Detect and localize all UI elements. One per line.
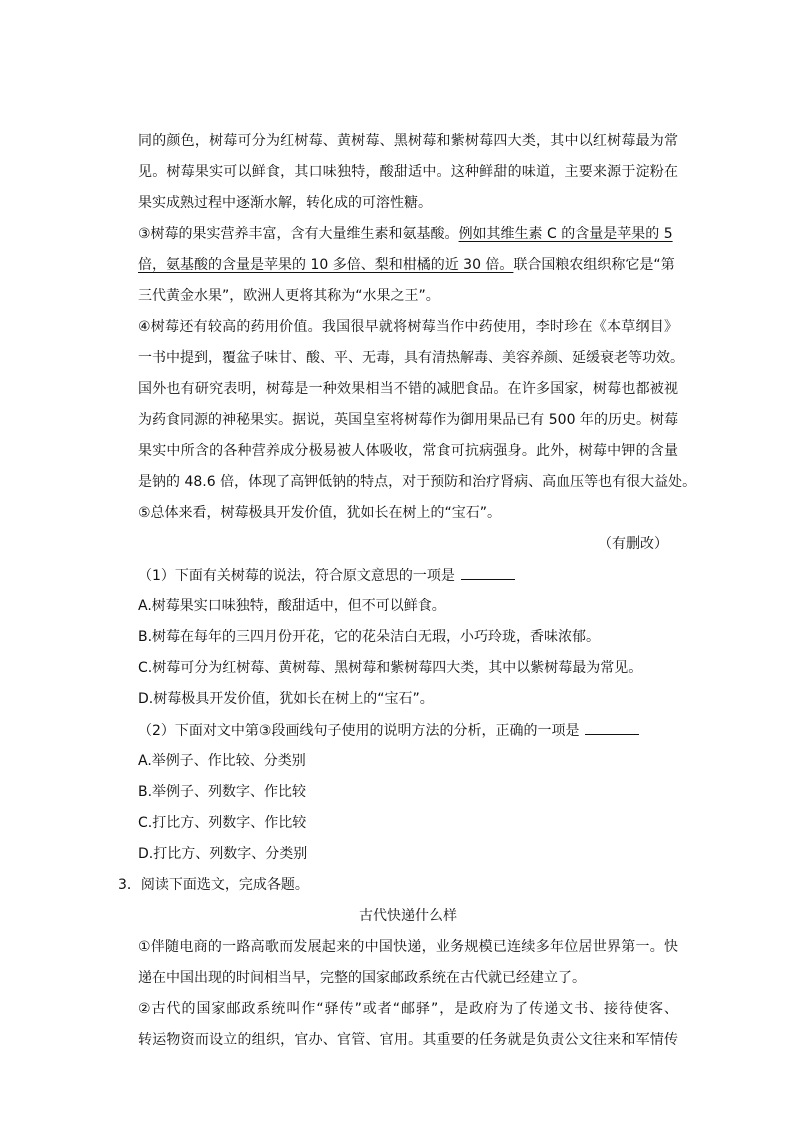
question-2-option-d: D.打比方、列数字、分类别 (138, 846, 308, 862)
paragraph-3-line (138, 224, 678, 244)
paragraph-4-line: 为药食同源的神秘果实。据说，英国皇室将树莓作为御用果品已有 500 年的历史。树莓 (138, 412, 678, 428)
question-1-stem (138, 565, 678, 586)
underlined-sentence: 例如其维生素 C 的含量是苹果的 5 (458, 226, 673, 242)
section-3-paragraph-line: ①伴随电商的一路高歌而发展起来的中国快递，业务规模已连续多年位居世界第一。快 (138, 939, 678, 955)
question-2-text: （2）下面对文中第③段画线句子使用的说明方法的分析，正确的一项是 (138, 723, 580, 739)
question-1-option-b: B.树莓在每年的三四月份开花，它的花朵洁白无瑕，小巧玲珑，香味浓郁。 (138, 629, 601, 645)
paragraph-4-line: 国外也有研究表明，树莓是一种效果相当不错的减肥食品。在许多国家，树莓也都被视 (138, 381, 678, 397)
paragraph-4-line: 是钠的 48.6 倍，体现了高钾低钠的特点，对于预防和治疗肾病、高血压等也有很大益处。 (138, 474, 697, 490)
question-2-option-a: A.举例子、作比较、分类别 (138, 753, 306, 769)
paragraph-3-text: 联合国粮农组织称它是“第 (513, 257, 675, 273)
question-2-option-c: C.打比方、列数字、作比较 (138, 815, 307, 831)
paragraph-3-line: 三代黄金水果”，欧洲人更将其称为“水果之王”。 (138, 288, 440, 304)
underlined-sentence: 倍，氨基酸的含量是苹果的 10 多倍、梨和柑橘的近 30 倍。 (138, 257, 514, 273)
question-1-text: （1）下面有关树莓的说法，符合原文意思的一项是 (138, 568, 455, 584)
passage-line: 果实成熟过程中逐渐水解，转化成的可溶性糖。 (138, 195, 432, 211)
section-3-paragraph-line: 递在中国出现的时间相当早，完整的国家邮政系统在古代就已经建立了。 (138, 970, 586, 986)
edited-note: （有删改） (598, 536, 668, 552)
section-3-instruction: 3．阅读下面选文，完成各题。 (118, 877, 309, 893)
passage-line: 同的颜色，树莓可分为红树莓、黄树莓、黑树莓和紫树莓四大类，其中以红树莓最为常 (138, 133, 678, 149)
paragraph-5-line: ⑤总体来看，树莓极具开发价值，犹如长在树上的“宝石”。 (138, 505, 502, 521)
paragraph-4-line: ④树莓还有较高的药用价值。我国很早就将树莓当作中药使用，李时珍在《本草纲目》 (138, 319, 678, 335)
question-1-option-c: C.树莓可分为红树莓、黄树莓、黑树莓和紫树莓四大类，其中以紫树莓最为常见。 (138, 660, 643, 676)
question-1-option-a: A.树莓果实口味独特，酸甜适中，但不可以鲜食。 (138, 598, 446, 614)
paragraph-4-line: 果实中所含的各种营养成分极易被人体吸收，常食可抗病强身。此外，树莓中钾的含量 (138, 443, 678, 459)
question-2-option-b: B.举例子、列数字、作比较 (138, 784, 307, 800)
paragraph-4-line: 一书中提到，覆盆子味甘、酸、平、无毒，具有清热解毒、美容养颜、延缓衰老等功效。 (138, 350, 684, 366)
passage-line: 见。树莓果实可以鲜食，其口味独特，酸甜适中。这种鲜甜的味道，主要来源于淀粉在 (138, 164, 678, 180)
section-3-title: 古代快递什么样 (359, 908, 457, 924)
section-3-paragraph-line: ②古代的国家邮政系统叫作“驿传”或者“邮驿”，是政府为了传递文书、接待使客、 (138, 1001, 678, 1017)
paragraph-3-text: ③树莓的果实营养丰富，含有大量维生素和氨基酸。 (138, 226, 459, 242)
paragraph-3-line (138, 255, 678, 275)
question-1-option-d: D.树莓极具开发价值，犹如长在树上的“宝石”。 (138, 691, 434, 707)
answer-blank[interactable] (585, 720, 639, 735)
section-3-paragraph-line: 转运物资而设立的组织，官办、官管、官用。其重要的任务就是负责公文往来和军情传 (138, 1032, 678, 1048)
answer-blank[interactable] (461, 565, 515, 580)
question-2-stem (138, 720, 678, 741)
